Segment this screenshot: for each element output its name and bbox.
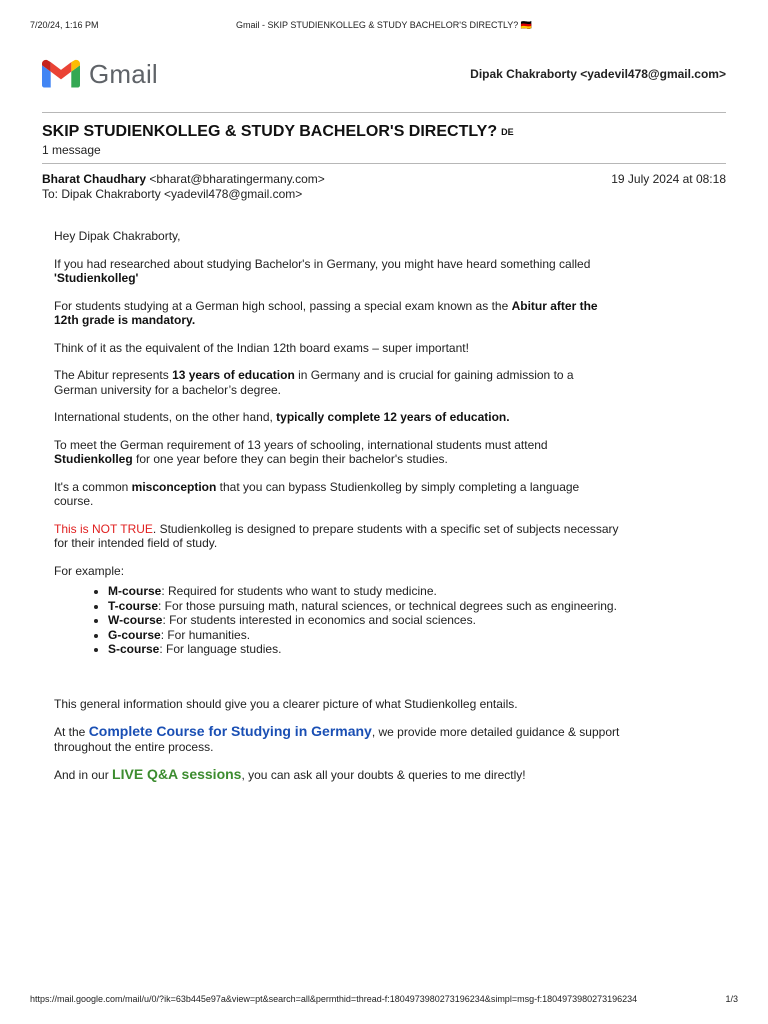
list-item: • T-course: For those pursuing math, natural sciences, or technical degrees such as engineering. bbox=[108, 599, 620, 614]
print-page-title: Gmail - SKIP STUDIENKOLLEG & STUDY BACHELOR'S DIRECTLY? 🇩🇪 bbox=[236, 20, 532, 30]
gmail-wordmark: Gmail bbox=[89, 58, 158, 89]
email-subject bbox=[42, 123, 514, 141]
not-true-highlight: This is NOT TRUE bbox=[54, 521, 153, 536]
paragraph-3: Think of it as the equivalent of the Indian 12th board exams – super important! bbox=[54, 340, 469, 355]
greeting: Hey Dipak Chakraborty, bbox=[54, 229, 181, 243]
list-item: • S-course: For language studies. bbox=[108, 642, 620, 657]
print-timestamp: 7/20/24, 1:16 PM bbox=[30, 20, 99, 30]
paragraph-5: International students, on the other hand, typically complete 12 years of education. bbox=[54, 410, 510, 424]
page-url: https://mail.google.com/mail/u/0/?ik=63b445e97a&view=pt&search=all&permthid=thread-f:1804973980273196234&simpl=msg-f:1804973980273196234 bbox=[30, 994, 638, 1004]
paragraph-12: And in our LIVE Q&A sessions, you can ask all your doubts & queries to me directly! bbox=[54, 766, 526, 782]
list-item: • M-course: Required for students who want to study medicine. bbox=[108, 584, 620, 599]
gmail-logo-icon bbox=[42, 59, 80, 89]
email-date: 19 July 2024 at 08:18 bbox=[611, 172, 726, 186]
message-count: 1 message bbox=[42, 143, 101, 157]
subject-flag: DE bbox=[501, 127, 514, 137]
paragraph-7: It's a common misconception that you can bypass Studienkolleg by simply completing a language course. bbox=[54, 479, 580, 508]
page-number: 1/3 bbox=[725, 994, 738, 1004]
header-divider bbox=[42, 112, 726, 113]
recipient-line: To: Dipak Chakraborty <yadevil478@gmail.com> bbox=[42, 187, 303, 201]
paragraph-4: The Abitur represents 13 years of education in Germany and is crucial for gaining admission to a German university for a bachelor’s degree. bbox=[54, 368, 574, 397]
paragraph-8: This is NOT TRUE. Studienkolleg is designed to prepare students with a specific set of subjects necessary for their intended field of study. bbox=[54, 521, 619, 550]
paragraph-2: For students studying at a German high school, passing a special exam known as the Abitur after the 12th grade is mandatory. bbox=[54, 298, 598, 327]
paragraph-9: For example: bbox=[54, 563, 125, 578]
gmail-brand bbox=[42, 58, 158, 90]
subject-text: SKIP STUDIENKOLLEG & STUDY BACHELOR'S DIRECTLY? bbox=[42, 123, 498, 140]
email-body bbox=[54, 229, 620, 796]
paragraph-6: To meet the German requirement of 13 years of schooling, international students must attend Studienkolleg for one year before they can begin their bachelor's studies. bbox=[54, 437, 548, 466]
list-item: • W-course: For students interested in economics and social sciences. bbox=[108, 613, 620, 628]
course-link[interactable]: Complete Course for Studying in Germany bbox=[88, 723, 372, 739]
sender-name: Bharat Chaudhary bbox=[42, 172, 147, 186]
subject-divider bbox=[42, 163, 726, 164]
paragraph-10: This general information should give you a clearer picture of what Studienkolleg entails. bbox=[54, 696, 518, 711]
paragraph-1: If you had researched about studying Bachelor's in Germany, you might have heard something called 'Studienkolleg' bbox=[54, 256, 591, 285]
live-qa-link[interactable]: LIVE Q&A sessions bbox=[112, 766, 242, 782]
list-item: • G-course: For humanities. bbox=[108, 628, 620, 643]
sender-email: <bharat@bharatingermany.com> bbox=[149, 172, 325, 186]
sender-line bbox=[42, 172, 325, 186]
course-list bbox=[54, 584, 620, 657]
paragraph-11: At the Complete Course for Studying in Germany, we provide more detailed guidance & support throughout the entire process. bbox=[54, 723, 620, 754]
account-identity: Dipak Chakraborty <yadevil478@gmail.com> bbox=[470, 67, 726, 81]
